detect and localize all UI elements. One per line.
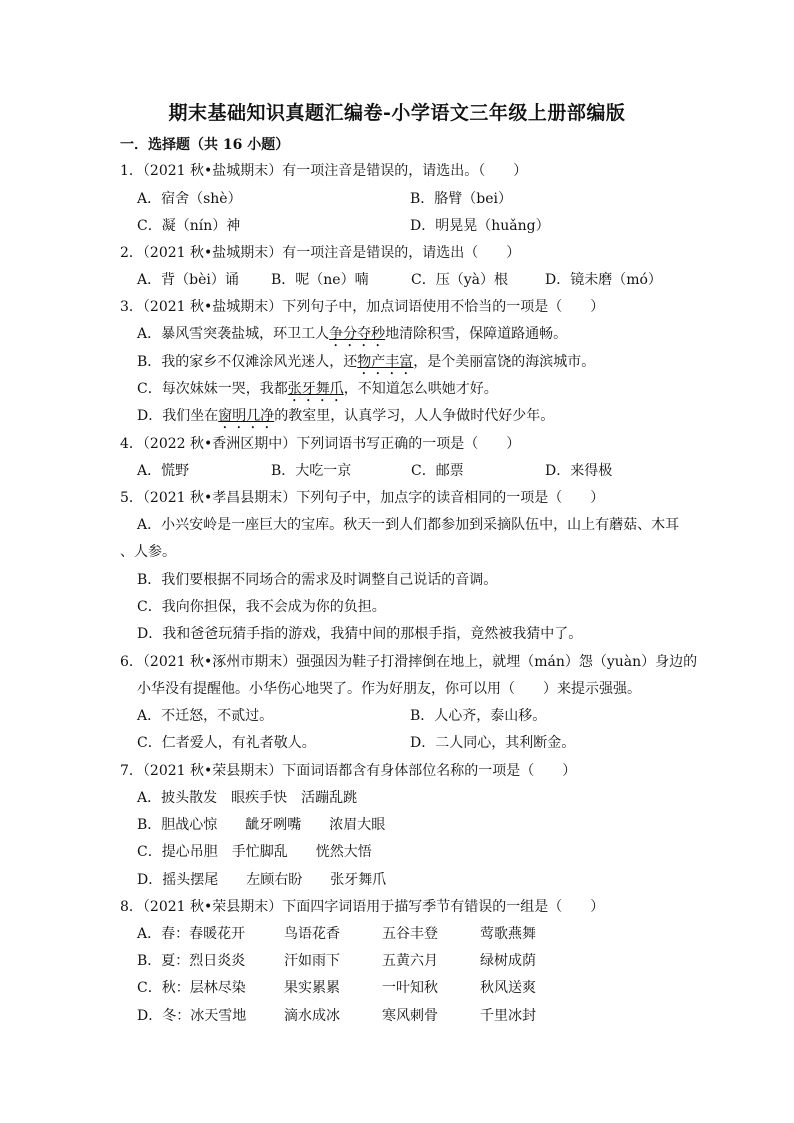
option-a-emphasis: 争分夺秒 (329, 326, 386, 342)
question-4-option-b: B．大吃一京 (271, 463, 352, 479)
question-8-option-c (137, 979, 536, 997)
question-1-option-a: A．宿舍（shè） (137, 191, 242, 207)
question-8-option-d (137, 1007, 536, 1025)
option-word: 绿树成荫 (480, 953, 536, 969)
question-6-option-d: D．二人同心，其利断金。 (410, 735, 576, 751)
question-1-option-b: B．胳臂（bei） (410, 191, 513, 207)
option-word: 鸟语花香 (284, 926, 340, 942)
question-1-stem: 1．（2021 秋•盐城期末）有一项注音是错误的，请选出。（ ） (120, 163, 528, 179)
question-5-option-a-line2: 、人参。 (120, 544, 176, 560)
option-d-text-post: 的教室里，认真学习，人人争做时代好少年。 (274, 408, 555, 424)
question-1-option-d: D．明晃晃（huǎng） (410, 218, 550, 234)
option-label: D．冬：冰天雪地 (137, 1008, 247, 1024)
option-a-text-post: 地清除积雪，保障道路通畅。 (385, 326, 568, 342)
option-d-emphasis: 窗明几净 (218, 408, 275, 424)
question-7-option-d: D．摇头摆尾 左顾右盼 张牙舞爪 (137, 872, 387, 888)
question-6-stem-line2: 小华没有提醒他。小华伤心地哭了。作为好朋友，你可以用（ ）来提示强强。 (137, 681, 641, 697)
option-c-text-post: ，不知道怎么哄她才好。 (343, 381, 498, 397)
option-word: 汗如雨下 (284, 953, 340, 969)
question-7-option-a: A．披头散发 眼疾手快 活蹦乱跳 (137, 790, 358, 806)
option-word: 千里冰封 (480, 1008, 536, 1024)
option-b-text-pre: B．我的家乡不仅滩涂风光迷人，还 (137, 354, 358, 370)
question-4-stem: 4．（2022 秋•香洲区期中）下列词语书写正确的一项是（ ） (120, 436, 521, 452)
question-3-option-d (137, 407, 554, 432)
option-word: 一叶知秋 (382, 980, 438, 996)
question-8-option-b (137, 952, 536, 970)
page-title: 期末基础知识真题汇编卷-小学语文三年级上册部编版 (168, 102, 626, 124)
option-word: 五黄六月 (382, 953, 438, 969)
question-2-stem: 2．（2021 秋•盐城期末）有一项注音是错误的，请选出（ ） (120, 245, 521, 261)
question-3-option-a (137, 325, 567, 350)
option-b-emphasis: 物产丰富 (357, 354, 414, 370)
option-c-emphasis: 张牙舞爪 (287, 381, 344, 397)
question-2-option-b: B．呢（ne）喃 (271, 272, 369, 288)
question-3-option-b (137, 353, 595, 378)
option-a-text-pre: A．暴风雪突袭盐城，环卫工人 (137, 326, 330, 342)
question-2-option-d: D．镜未磨（mó） (545, 272, 662, 288)
question-7-stem: 7．（2021 秋•荣县期末）下面词语都含有身体部位名称的一项是（ ） (120, 763, 577, 779)
question-5-stem: 5．（2021 秋•孝昌县期末）下列句子中，加点字的读音相同的一项是（ ） (120, 490, 605, 506)
option-label: B．夏：烈日炎炎 (137, 953, 246, 969)
question-5-option-a-line1: A．小兴安岭是一座巨大的宝库。秋天一到人们都参加到采摘队伍中，山上有蘑菇、木耳 (137, 517, 680, 533)
question-2-option-a: A．背（bèi）诵 (137, 272, 239, 288)
option-word: 秋风送爽 (480, 980, 536, 996)
option-word: 果实累累 (284, 980, 340, 996)
option-label: C．秋：层林尽染 (137, 980, 246, 996)
option-b-text-post: ，是个美丽富饶的海滨城市。 (413, 354, 596, 370)
question-3-stem: 3．（2021 秋•盐城期末）下列句子中，加点词语使用不恰当的一项是（ ） (120, 299, 605, 315)
question-3-option-c (137, 380, 498, 405)
option-word: 滴水成冰 (284, 1008, 340, 1024)
question-1-option-c: C．凝（nín）神 (137, 218, 241, 234)
question-2-option-c: C．压（yà）根 (411, 272, 508, 288)
question-4-option-a: A．慌野 (137, 463, 190, 479)
question-8-option-a (137, 925, 536, 943)
question-5-option-c: C．我向你担保，我不会成为你的负担。 (137, 599, 386, 615)
question-5-option-d: D．我和爸爸玩猜手指的游戏，我猜中间的那根手指，竟然被我猜中了。 (137, 626, 583, 642)
question-8-stem: 8．（2021 秋•荣县期末）下面四字词语用于描写季节有错误的一组是（ ） (120, 899, 605, 915)
question-7-option-b: B．胆战心惊 龇牙咧嘴 浓眉大眼 (137, 817, 386, 833)
option-c-text-pre: C．每次妹妹一哭，我都 (137, 381, 288, 397)
option-word: 五谷丰登 (382, 926, 438, 942)
question-6-option-a: A．不迁怒，不贰过。 (137, 708, 274, 724)
question-7-option-c: C．提心吊胆 手忙脚乱 恍然大悟 (137, 844, 372, 860)
option-d-text-pre: D．我们坐在 (137, 408, 219, 424)
question-6-option-b: B．人心齐，泰山移。 (410, 708, 547, 724)
option-label: A．春：春暖花开 (137, 926, 246, 942)
option-word: 莺歌燕舞 (480, 926, 536, 942)
question-6-stem-line1: 6．（2021 秋•涿州市期末）强强因为鞋子打滑摔倒在地上，就埋（mán）怨（yuàn）身边的 (120, 654, 698, 670)
question-4-option-d: D．来得极 (545, 463, 613, 479)
section-heading: 一．选择题（共 16 小题） (120, 137, 290, 153)
question-6-option-c: C．仁者爱人，有礼者敬人。 (137, 735, 316, 751)
option-word: 寒风刺骨 (382, 1008, 438, 1024)
question-5-option-b: B．我们要根据不同场合的需求及时调整自己说话的音调。 (137, 572, 498, 588)
question-4-option-c: C．邮票 (411, 463, 464, 479)
